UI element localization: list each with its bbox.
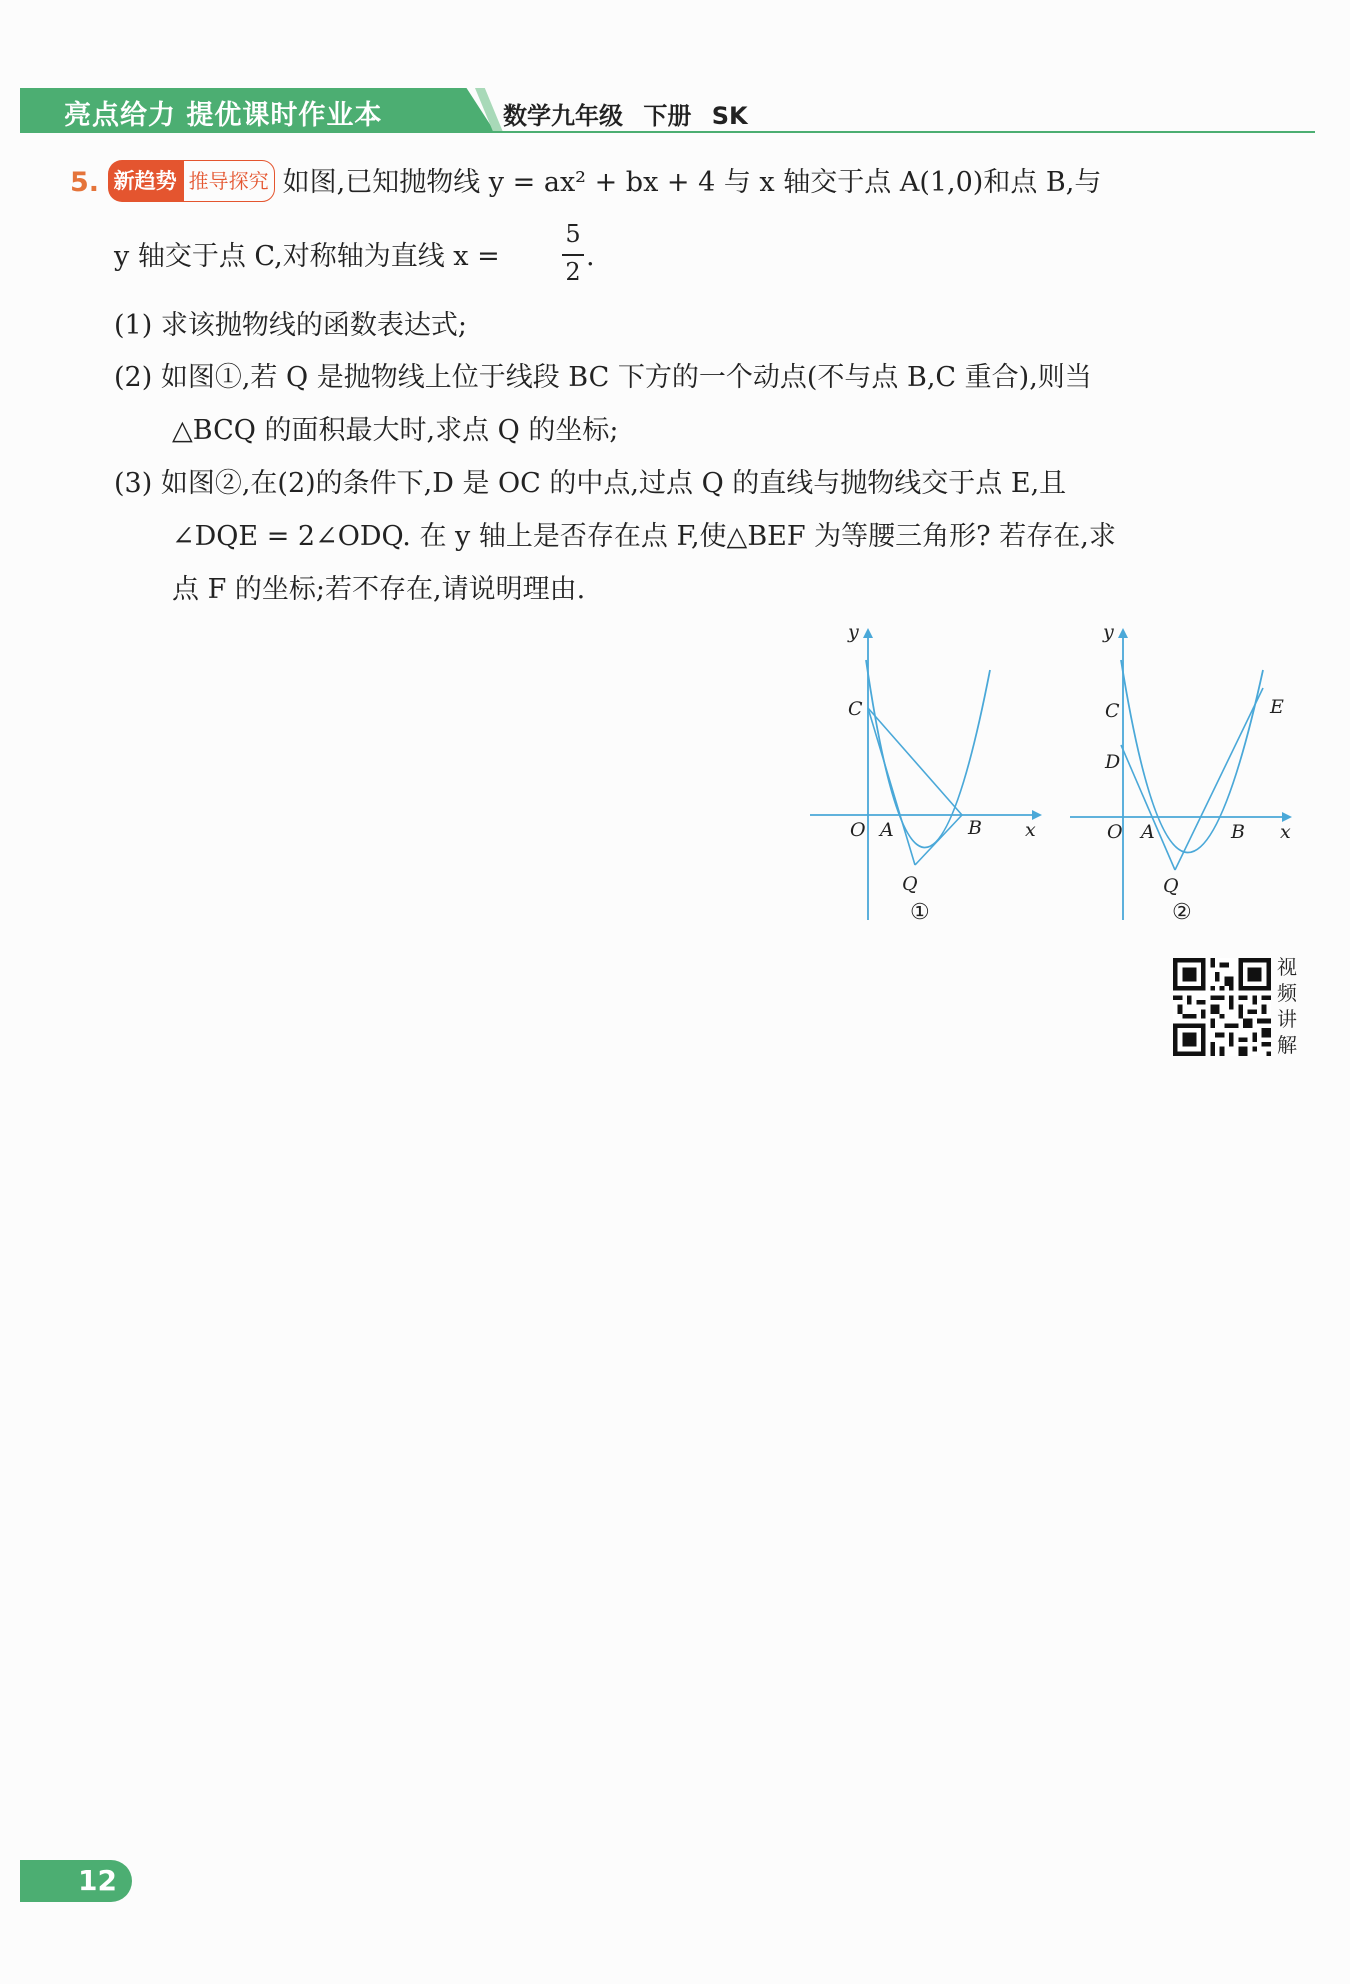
fraction-bar	[562, 254, 584, 256]
part-1: (1) 求该抛物线的函数表达式;	[114, 310, 467, 341]
qr-label	[1277, 954, 1303, 1058]
figure-1-caption: ①	[910, 900, 930, 925]
part-3-line1: (3) 如图②,在(2)的条件下,D 是 OC 的中点,过点 Q 的直线与抛物线交于点 E,且	[114, 468, 1067, 499]
fig2-line-qe	[1175, 688, 1263, 870]
fig2-label-e: E	[1270, 696, 1284, 718]
page-number: 12	[78, 1864, 117, 1897]
fig2-label-q: Q	[1163, 875, 1179, 897]
fraction-period: .	[586, 241, 595, 272]
fig1-segment-cq	[868, 708, 915, 865]
part-2-line1: (2) 如图①,若 Q 是抛物线上位于线段 BC 下方的一个动点(不与点 B,C 重合),则当	[114, 362, 1092, 393]
fig2-label-a: A	[1141, 821, 1155, 843]
fig1-label-c: C	[848, 698, 863, 720]
figure-1	[800, 620, 1060, 940]
tag-derive-explore: 推导探究	[183, 160, 275, 202]
fig1-label-y: y	[848, 621, 859, 643]
page-header	[20, 88, 1315, 134]
fig2-line-dq	[1121, 745, 1175, 870]
series-title: 亮点给力 提优课时作业本	[64, 100, 383, 131]
fig2-label-c: C	[1105, 700, 1120, 722]
fig1-y-arrow	[863, 628, 873, 638]
fig2-label-x: x	[1280, 821, 1291, 843]
part-3-line2: ∠DQE = 2∠ODQ. 在 y 轴上是否存在点 F,使△BEF 为等腰三角形? 若存在,求	[172, 521, 1116, 552]
fig1-label-b: B	[968, 817, 982, 839]
fig2-y-arrow	[1118, 628, 1128, 638]
stem-text-1: 如图,已知抛物线 y = ax² + bx + 4 与 x 轴交于点 A(1,0)和点 B,与	[282, 167, 1102, 198]
part-3-line3: 点 F 的坐标;若不存在,请说明理由.	[172, 574, 586, 605]
tag-new-trend: 新趋势	[108, 160, 183, 202]
fig2-label-y: y	[1103, 621, 1114, 643]
fraction-denominator: 2	[565, 258, 581, 286]
part-2-line2: △BCQ 的面积最大时,求点 Q 的坐标;	[172, 415, 619, 446]
volume: 下册	[643, 102, 692, 130]
problem-stem-line2	[114, 237, 500, 277]
subject-info	[503, 96, 748, 131]
figure-2	[1065, 620, 1325, 940]
qr-code[interactable]	[1173, 958, 1271, 1056]
problem-number: 5.	[70, 167, 100, 198]
figure-2-caption: ②	[1172, 900, 1192, 925]
qr-label-char-4: 解	[1277, 1033, 1297, 1057]
header-rule	[20, 131, 1315, 133]
fig2-label-d: D	[1105, 751, 1121, 773]
stem-text-2: y 轴交于点 C,对称轴为直线 x =	[114, 241, 500, 272]
fig1-label-a: A	[880, 819, 894, 841]
qr-label-char-3: 讲	[1277, 1007, 1297, 1031]
fig1-label-o: O	[850, 819, 866, 841]
fig2-label-b: B	[1231, 821, 1245, 843]
fig1-label-x: x	[1025, 819, 1036, 841]
problem-stem-line1	[70, 160, 1101, 203]
qr-label-char-1: 视	[1277, 955, 1297, 979]
fig1-label-q: Q	[902, 873, 918, 895]
edition: SK	[711, 102, 748, 130]
page-number-tab	[20, 1860, 132, 1902]
subject: 数学九年级	[503, 102, 623, 130]
qr-label-char-2: 频	[1277, 981, 1297, 1005]
fraction-numerator: 5	[565, 220, 581, 248]
fig2-label-o: O	[1107, 821, 1123, 843]
fig1-segment-qb	[915, 815, 962, 865]
fig1-segment-cb	[868, 708, 962, 815]
